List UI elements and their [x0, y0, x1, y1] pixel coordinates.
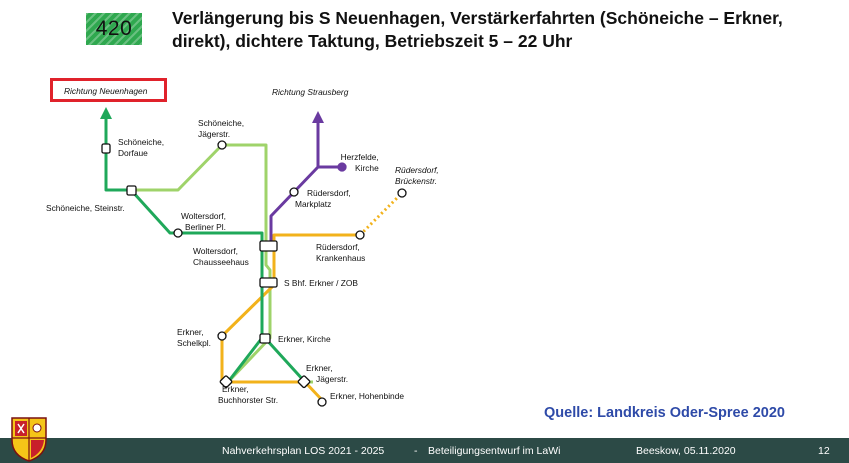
footer-plan: Nahverkehrsplan LOS 2021 - 2025 [222, 445, 385, 457]
label-herzfelde-kirche: Herzfelde, Kirche [340, 152, 379, 173]
stop-schoeneiche-dorfaue [102, 144, 110, 153]
stop-schoeneiche-steinstr [127, 186, 136, 195]
label-woltersdorf-berliner-pl: Woltersdorf, Berliner Pl. [180, 211, 226, 232]
footer-draft: Beteiligungsentwurf im LaWi [428, 445, 561, 457]
label-erkner-hohenbinde: Erkner, Hohenbinde [330, 391, 405, 401]
stop-markers [102, 141, 406, 406]
label-erkner-jaegerstr: Erkner, Jägerstr. [306, 363, 349, 384]
stop-erkner-kirche [260, 334, 270, 343]
stop-schoeneiche-jaegerstr [218, 141, 226, 149]
stop-ruedersdorf-markplatz [290, 188, 298, 196]
stop-ruedersdorf-brueckenstr [398, 189, 406, 197]
source-note: Quelle: Landkreis Oder-Spree 2020 [544, 405, 785, 421]
label-schoeneiche-steinstr: Schöneiche, Steinstr. [46, 203, 125, 213]
stop-erkner-schelkpl [218, 332, 226, 340]
label-erkner-schelkpl: Erkner, Schelkpl. [177, 327, 211, 348]
direction-strausberg: Richtung Strausberg [272, 87, 349, 97]
label-erkner-buchhorster-str: Erkner, Buchhorster Str. [218, 384, 279, 405]
label-ruedersdorf-brueckenstr: Rüdersdorf, Brückenstr. [395, 165, 439, 186]
line-purple [271, 117, 342, 245]
footer-bar [0, 438, 849, 463]
line-number-badge: 420 [86, 13, 142, 45]
stop-woltersdorf-chausseehaus [260, 241, 277, 251]
footer-page-number: 12 [818, 445, 830, 457]
label-s-bhf-erkner: S Bhf. Erkner / ZOB [284, 278, 359, 288]
label-ruedersdorf-markplatz: Rüdersdorf, Markplatz [295, 188, 351, 209]
label-schoeneiche-dorfaue: Schöneiche, Dorfaue [118, 137, 165, 158]
footer-place-date: Beeskow, 05.11.2020 [636, 445, 736, 457]
coat-of-arms-icon [10, 416, 48, 462]
label-ruedersdorf-krankenhaus: Rüdersdorf, Krankenhaus [316, 242, 366, 263]
label-woltersdorf-chausseehaus: Woltersdorf, Chausseehaus [193, 246, 249, 267]
slide-title: Verlängerung bis S Neuenhagen, Verstärkerfahrten (Schöneiche – Erkner, direkt), dichtere Taktung, Betriebszeit 5 – 22 Uhr [172, 8, 783, 51]
label-schoeneiche-jaegerstr: Schöneiche, Jägerstr. [198, 118, 245, 139]
direction-neuenhagen: Richtung Neuenhagen [64, 86, 148, 96]
stop-erkner-hohenbinde [318, 398, 326, 406]
stop-ruedersdorf-krankenhaus [356, 231, 364, 239]
label-erkner-kirche: Erkner, Kirche [278, 334, 331, 344]
stop-s-bhf-erkner [260, 278, 277, 287]
footer-separator: - [414, 445, 418, 457]
